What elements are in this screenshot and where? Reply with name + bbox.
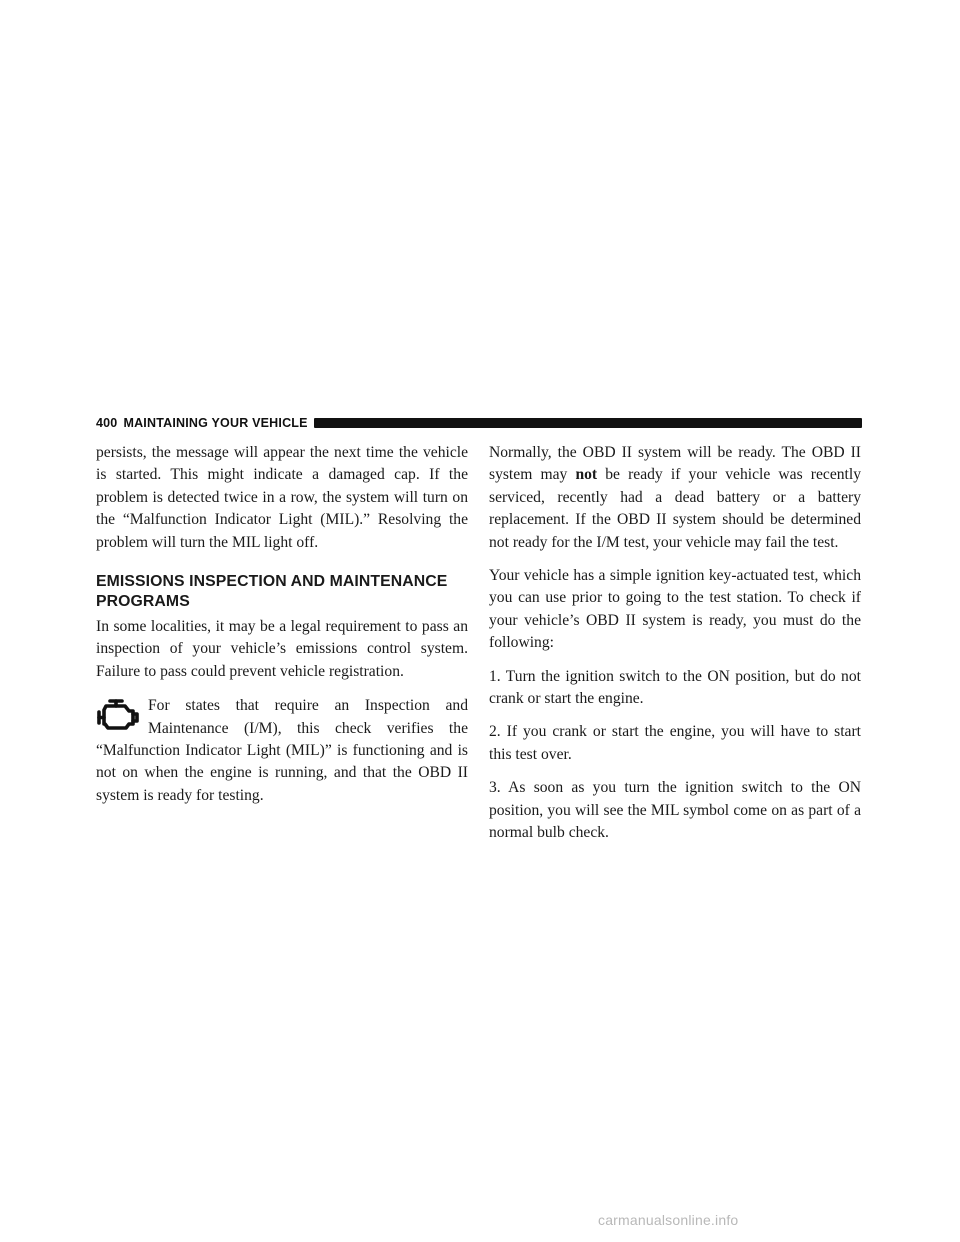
right-para-test-intro: Your vehicle has a simple ignition key-actuated test, which you can use prior to going to the test station. To check if your vehicle’s OBD II system is ready, you must do the following: [489,567,861,652]
section-title: MAINTAINING YOUR VEHICLE [123,416,308,430]
step-3: 3. As soon as you turn the ignition switch to the ON position, you will see the MIL symbol come on as part of a normal bulb check. [489,779,861,842]
obd-ready-text-start: Normally, the OBD II system will be ready. The OBD II system may [489,444,861,484]
page-number: 400 [96,416,118,430]
obd-ready-text-end: be ready if your vehicle was recently serviced, recently had a dead battery or a battery replacement. If the OBD II system should be determined not ready for the I/M test, your vehicle may fail the test. [489,466,861,551]
left-para-intro: In some localities, it may be a legal requirement to pass an inspection of your vehicle’s emissions control system. Failure to pass could prevent vehicle registration. [96,618,468,680]
step-2: 2. If you crank or start the engine, you will have to start this test over. [489,723,861,763]
watermark: carmanualsonline.info [598,1212,739,1228]
left-column [96,442,468,807]
page-header [96,415,862,431]
left-para-continued: persists, the message will appear the next time the vehicle is started. This might indicate a damaged cap. If the problem is detected twice in a row, the system will turn on the “Malfunction Indicator Light (MIL).” Resolving the problem will turn the MIL light off. [96,444,468,551]
icon-paragraph [96,695,468,807]
right-para-obd-ready [489,442,861,554]
check-engine-icon [96,697,140,733]
header-rule [314,418,862,428]
icon-paragraph-text: For states that require an Inspection and Maintenance (I/M), this check verifies the “Malfunction Indicator Light (MIL)” is functioning and is not on when the engine is running, and that the OBD II system is ready for testing. [96,697,468,804]
right-column [489,442,861,856]
obd-ready-emphasis: not [575,466,598,484]
step-1: 1. Turn the ignition switch to the ON position, but do not crank or start the engine. [489,667,861,708]
section-heading: EMISSIONS INSPECTION AND MAINTENANCE PROGRAMS [96,573,448,611]
